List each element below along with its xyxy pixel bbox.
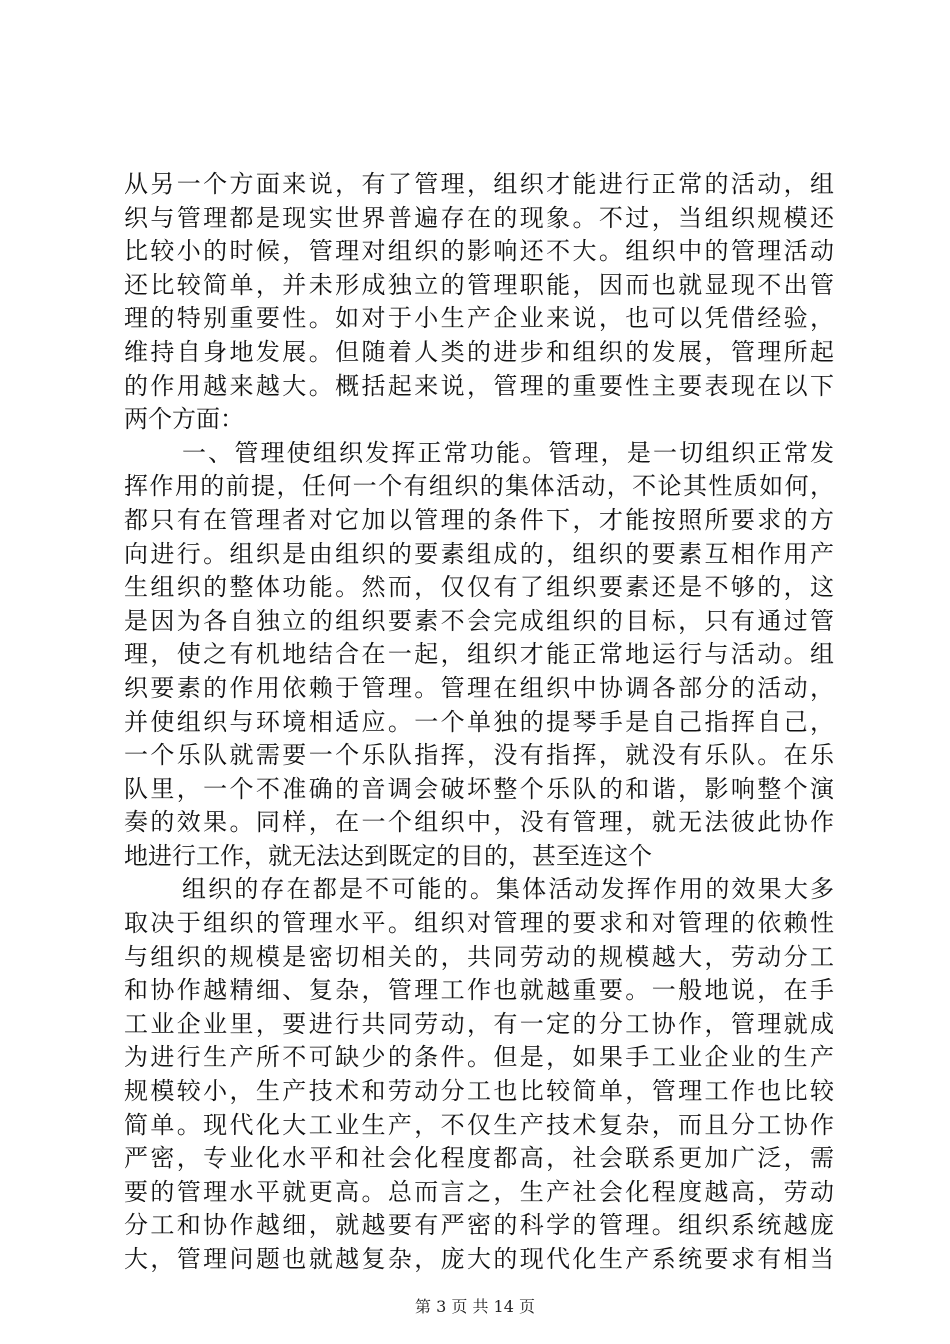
- text-line: 队里，一个不准确的音调会破坏整个乐队的和谐，影响整个演: [124, 774, 834, 803]
- text-line: 还比较简单，并未形成独立的管理职能，因而也就显现不出管: [124, 270, 834, 299]
- text-line: 奏的效果。同样，在一个组织中，没有管理，就无法彼此协作: [124, 808, 834, 837]
- text-line: 向进行。组织是由组织的要素组成的，组织的要素互相作用产: [124, 539, 834, 568]
- text-line: 规模较小，生产技术和劳动分工也比较简单，管理工作也比较: [124, 1077, 834, 1106]
- text-line: 织要素的作用依赖于管理。管理在组织中协调各部分的活动，: [124, 673, 834, 702]
- text-line: 挥作用的前提，任何一个有组织的集体活动，不论其性质如何，: [124, 472, 834, 501]
- text-line: 都只有在管理者对它加以管理的条件下，才能按照所要求的方: [124, 505, 834, 534]
- text-line: 组织的存在都是不可能的。集体活动发挥作用的效果大多: [182, 875, 834, 904]
- text-line: 和协作越精细、复杂，管理工作也就越重要。一般地说，在手: [124, 976, 834, 1005]
- text-line: 一个乐队就需要一个乐队指挥，没有指挥，就没有乐队。在乐: [124, 741, 834, 770]
- text-line: 与组织的规模是密切相关的，共同劳动的规模越大，劳动分工: [124, 942, 834, 971]
- text-line: 从另一个方面来说，有了管理，组织才能进行正常的活动，组: [124, 170, 834, 198]
- text-line: 取决于组织的管理水平。组织对管理的要求和对管理的依赖性: [124, 909, 834, 938]
- text-line: 理，使之有机地结合在一起，组织才能正常地运行与活动。组: [124, 640, 834, 669]
- body-text: [124, 168, 834, 1277]
- text-line: 织与管理都是现实世界普遍存在的现象。不过，当组织规模还: [124, 203, 834, 232]
- text-line: 比较小的时候，管理对组织的影响还不大。组织中的管理活动: [124, 237, 834, 266]
- text-line: 大，管理问题也就越复杂，庞大的现代化生产系统要求有相当: [124, 1245, 834, 1273]
- text-line: 严密，专业化水平和社会化程度都高，社会联系更加广泛，需: [124, 1144, 834, 1173]
- text-line: 要的管理水平就更高。总而言之，生产社会化程度越高，劳动: [124, 1177, 834, 1206]
- text-line: 两个方面：: [124, 405, 244, 434]
- page-number: 第 3 页 共 14 页: [415, 1297, 535, 1316]
- text-line: 维持自身地发展。但随着人类的进步和组织的发展，管理所起: [124, 337, 834, 366]
- text-line: 并使组织与环境相适应。一个单独的提琴手是自己指挥自己，: [124, 707, 834, 736]
- text-line: 地进行工作，就无法达到既定的目的，甚至连这个: [124, 841, 652, 870]
- text-line: 生组织的整体功能。然而，仅仅有了组织要素还是不够的，这: [124, 573, 834, 602]
- text-line: 是因为各自独立的组织要素不会完成组织的目标，只有通过管: [124, 606, 834, 635]
- text-line: 的作用越来越大。概括起来说，管理的重要性主要表现在以下: [124, 371, 834, 400]
- text-line: 分工和协作越细，就越要有严密的科学的管理。组织系统越庞: [124, 1211, 834, 1240]
- text-line: 理的特别重要性。如对于小生产企业来说，也可以凭借经验，: [124, 304, 834, 333]
- text-line: 为进行生产所不可缺少的条件。但是，如果手工业企业的生产: [124, 1043, 834, 1072]
- text-line: 简单。现代化大工业生产，不仅生产技术复杂，而且分工协作: [124, 1110, 834, 1139]
- text-line: 工业企业里，要进行共同劳动，有一定的分工协作，管理就成: [124, 1009, 834, 1038]
- page-footer: [0, 1296, 950, 1318]
- text-line: 一、管理使组织发挥正常功能。管理，是一切组织正常发: [182, 438, 834, 467]
